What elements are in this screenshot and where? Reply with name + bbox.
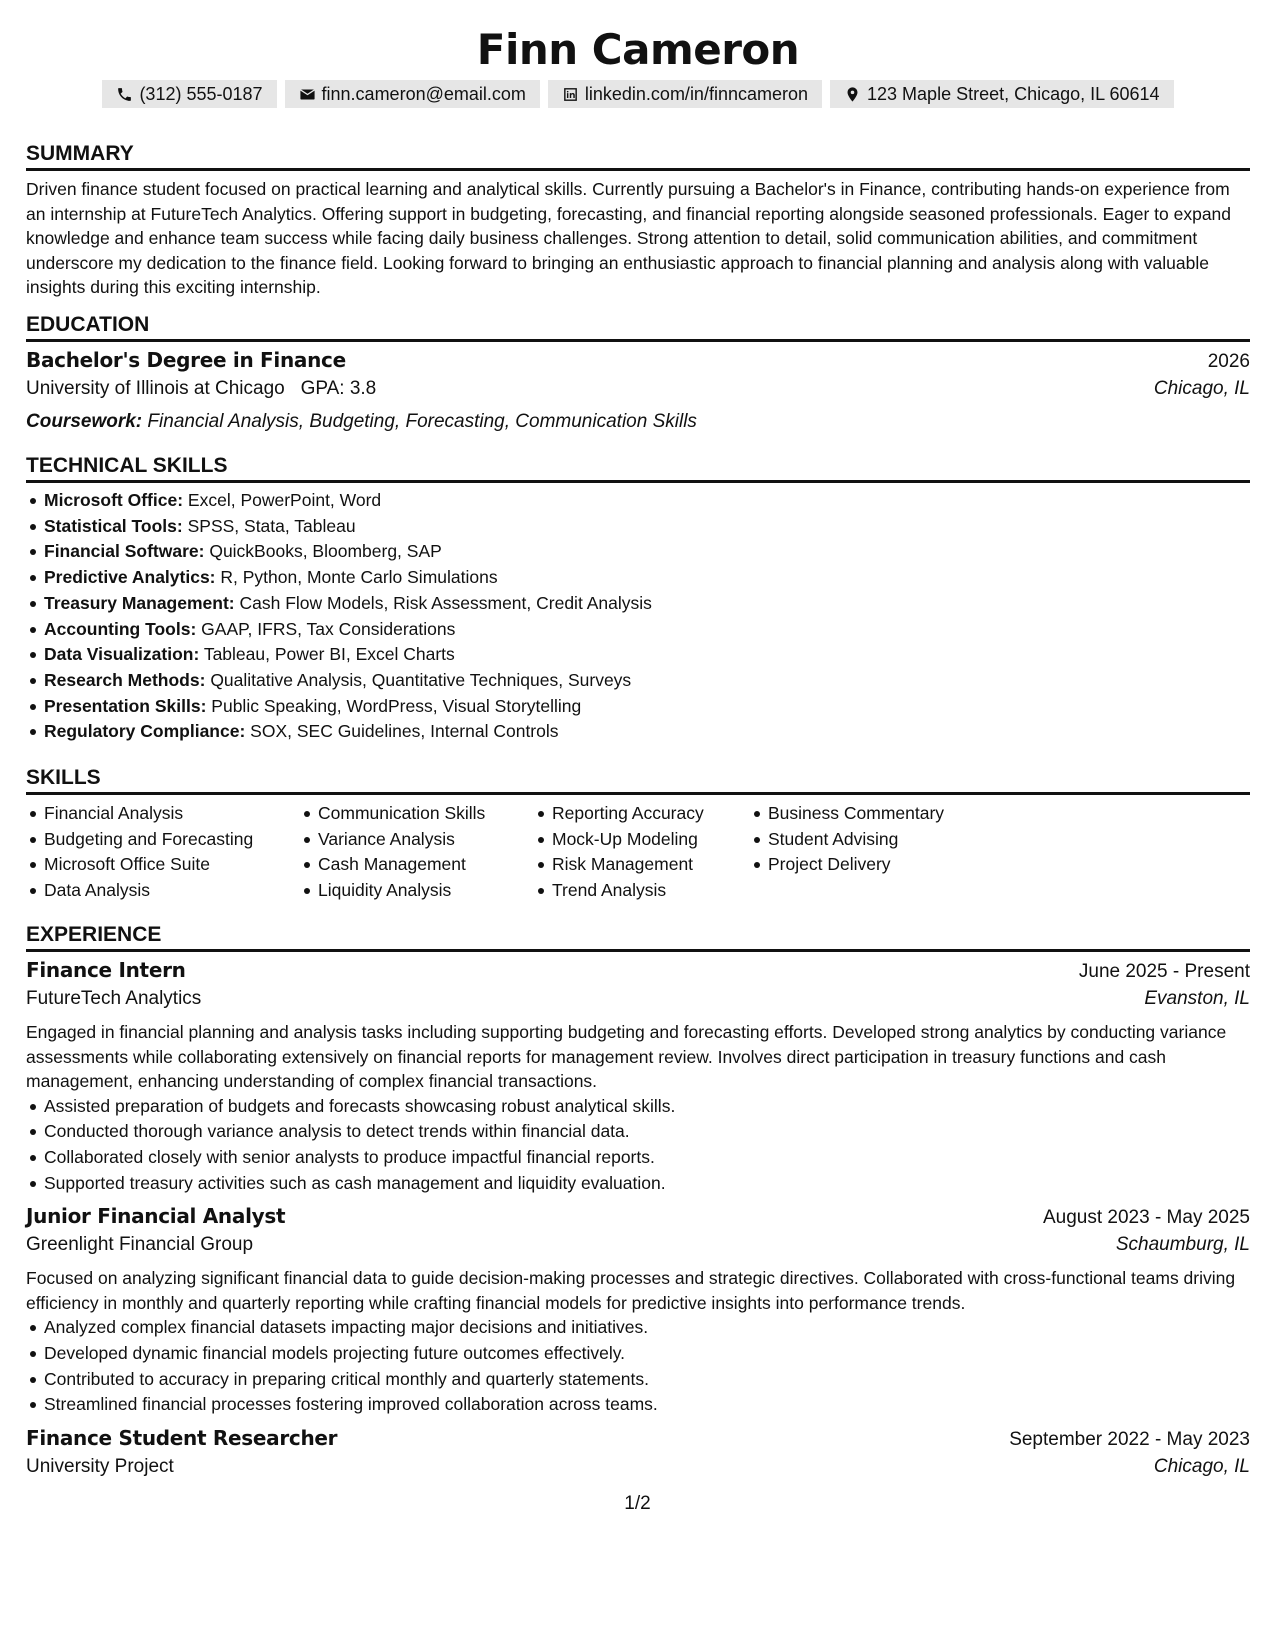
degree-title: Bachelor's Degree in Finance xyxy=(26,348,346,372)
education-heading: EDUCATION xyxy=(26,311,1250,342)
job-bullet: Conducted thorough variance analysis to detect trends within financial data. xyxy=(44,1119,1250,1145)
technical-skill-label: Statistical Tools: xyxy=(44,515,183,536)
summary-text: Driven finance student focused on practical learning and analytical skills. Currently pursuing a Bachelor's in Finance, contributing hands-on experience from an internship at FutureTech Analytics. Offering support in budgeting, forecasting, and financial reporting alongside seasoned professionals. Eager to expand knowledge and enhance team success while facing daily business challenges. Strong attention to detail, solid communication abilities, and commitment underscore my dedication to the finance field. Looking forward to bringing an enthusiastic approach to financial planning and analysis along with valuable insights during this exciting internship. xyxy=(26,179,1232,297)
job-dates: September 2022 - May 2023 xyxy=(1009,1429,1250,1451)
technical-skill-item xyxy=(44,539,1250,565)
technical-skill-item xyxy=(44,642,1250,668)
job-bullet: Assisted preparation of budgets and forecasts showcasing robust analytical skills. xyxy=(44,1094,1250,1120)
skill-item: Financial Analysis xyxy=(44,801,300,827)
technical-skill-item xyxy=(44,668,1250,694)
skill-item: Student Advising xyxy=(768,827,988,853)
education-section xyxy=(26,311,1250,437)
skill-item: Trend Analysis xyxy=(552,878,750,904)
technical-skill-label: Accounting Tools: xyxy=(44,618,197,639)
job-title-row xyxy=(26,958,1250,988)
school-name: University of Illinois at Chicago xyxy=(26,378,285,399)
phone-chip[interactable] xyxy=(102,80,276,108)
skill-item: Variance Analysis xyxy=(318,827,534,853)
skill-item: Microsoft Office Suite xyxy=(44,852,300,878)
job-bullet: Contributed to accuracy in preparing critical monthly and quarterly statements. xyxy=(44,1367,1250,1393)
job-entry xyxy=(26,1204,1250,1418)
envelope-icon xyxy=(299,86,316,103)
job-company-row xyxy=(26,988,1250,1018)
technical-skill-value: Public Speaking, WordPress, Visual Storytelling xyxy=(211,695,582,716)
job-description: Focused on analyzing significant financial data to guide decision-making processes and strategic directives. Collaborated with cross-functional teams driving efficiency in monthly and quarterly reporting while crafting financial models for predictive insights into performance trends. xyxy=(26,1268,1236,1313)
technical-skill-value: Cash Flow Models, Risk Assessment, Credit Analysis xyxy=(239,592,652,613)
technical-skill-label: Data Visualization: xyxy=(44,644,200,665)
technical-skill-value: QuickBooks, Bloomberg, SAP xyxy=(209,541,442,562)
page-number: 1/2 xyxy=(624,1493,651,1514)
skill-item: Project Delivery xyxy=(768,852,988,878)
job-title-row xyxy=(26,1204,1250,1234)
skill-item: Reporting Accuracy xyxy=(552,801,750,827)
job-title: Finance Intern xyxy=(26,958,186,982)
job-company: University Project xyxy=(26,1456,174,1478)
skill-item: Mock-Up Modeling xyxy=(552,827,750,853)
coursework-list: Financial Analysis, Budgeting, Forecasting, Communication Skills xyxy=(147,411,697,432)
technical-skill-value: Excel, PowerPoint, Word xyxy=(187,490,382,510)
technical-skill-value: SPSS, Stata, Tableau xyxy=(187,515,356,536)
job-title: Finance Student Researcher xyxy=(26,1426,338,1451)
technical-skill-label: Financial Software: xyxy=(44,541,205,562)
skill-item: Communication Skills xyxy=(318,801,534,827)
summary-section xyxy=(26,140,1250,300)
skill-item: Risk Management xyxy=(552,852,750,878)
skill-item: Business Commentary xyxy=(768,801,988,827)
job-dates: August 2023 - May 2025 xyxy=(1042,1207,1250,1229)
job-description: Engaged in financial planning and analysis tasks including supporting budgeting and forecasting efforts. Developed strong analytics by conducting variance assessments while collaborating extensively on financial reports for management review. Involves direct participation in treasury functions and cash management, enhancing understanding of complex financial transactions. xyxy=(26,1022,1227,1091)
technical-skill-label: Presentation Skills: xyxy=(44,695,207,716)
skills-column xyxy=(750,801,988,904)
job-bullet: Collaborated closely with senior analysts to produce impactful financial reports. xyxy=(44,1145,1250,1171)
technical-skill-value: SOX, SEC Guidelines, Internal Controls xyxy=(250,721,559,742)
job-location: Chicago, IL xyxy=(1153,1456,1250,1478)
linkedin-icon xyxy=(562,86,579,103)
map-pin-icon xyxy=(844,86,861,103)
technical-skill-item xyxy=(44,565,1250,591)
candidate-name: Finn Cameron xyxy=(476,25,800,74)
job-dates: June 2025 - Present xyxy=(1078,961,1250,982)
technical-skill-value: R, Python, Monte Carlo Simulations xyxy=(220,567,498,588)
job-company-row xyxy=(26,1234,1250,1264)
technical-skill-item xyxy=(44,591,1250,617)
job-bullet: Supported treasury activities such as cash management and liquidity evaluation. xyxy=(44,1171,1250,1197)
job-bullets xyxy=(26,1094,1250,1197)
technical-skill-label: Treasury Management: xyxy=(44,592,235,613)
job-company: Greenlight Financial Group xyxy=(26,1234,254,1256)
technical-skills-heading: TECHNICAL SKILLS xyxy=(26,452,1250,483)
coursework-label: Coursework: xyxy=(26,411,143,432)
address-chip[interactable] xyxy=(830,80,1174,108)
technical-skill-item xyxy=(44,617,1250,643)
email-text: finn.cameron@email.com xyxy=(321,83,526,104)
education-degree-row xyxy=(26,348,1250,378)
experience-section xyxy=(26,921,1250,1486)
job-bullet: Developed dynamic financial models projecting future outcomes effectively. xyxy=(44,1341,1250,1367)
address-text: 123 Maple Street, Chicago, IL 60614 xyxy=(867,83,1160,104)
job-bullet: Analyzed complex financial datasets impacting major decisions and initiatives. xyxy=(44,1315,1250,1341)
job-bullets xyxy=(26,1315,1250,1418)
email-chip[interactable] xyxy=(285,80,540,108)
technical-skills-section xyxy=(26,452,1250,745)
job-company-row xyxy=(26,1456,1250,1486)
skills-heading: SKILLS xyxy=(26,764,1250,795)
skills-grid xyxy=(26,801,1250,904)
technical-skills-list xyxy=(26,488,1250,745)
job-title-row xyxy=(26,1426,1250,1456)
technical-skill-label: Predictive Analytics: xyxy=(44,567,216,588)
skills-section xyxy=(26,764,1250,904)
school-line xyxy=(26,378,376,400)
job-title: Junior Financial Analyst xyxy=(26,1204,286,1229)
linkedin-chip[interactable] xyxy=(548,80,822,108)
resume-page xyxy=(26,0,1250,1478)
phone-text: (312) 555-0187 xyxy=(139,83,263,104)
contact-bar xyxy=(26,80,1250,108)
technical-skill-label: Microsoft Office: xyxy=(44,490,184,510)
education-school-row xyxy=(26,378,1250,407)
skill-item: Liquidity Analysis xyxy=(318,878,534,904)
skills-column xyxy=(26,801,300,904)
experience-heading: EXPERIENCE xyxy=(26,921,1250,952)
technical-skill-label: Research Methods: xyxy=(44,669,206,690)
job-company: FutureTech Analytics xyxy=(26,988,202,1009)
job-bullet: Streamlined financial processes fostering improved collaboration across teams. xyxy=(44,1392,1250,1418)
gpa: GPA: 3.8 xyxy=(300,378,377,399)
linkedin-text: linkedin.com/in/finncameron xyxy=(584,83,809,104)
phone-icon xyxy=(116,86,133,103)
job-entry xyxy=(26,958,1250,1196)
technical-skill-item xyxy=(44,694,1250,720)
skill-item: Data Analysis xyxy=(44,878,300,904)
coursework-line xyxy=(26,407,1250,437)
job-location: Evanston, IL xyxy=(1144,988,1250,1009)
technical-skill-value: Qualitative Analysis, Quantitative Techniques, Surveys xyxy=(210,669,632,690)
technical-skill-label: Regulatory Compliance: xyxy=(44,721,246,742)
technical-skill-value: Tableau, Power BI, Excel Charts xyxy=(203,644,455,665)
technical-skill-value: GAAP, IFRS, Tax Considerations xyxy=(201,618,456,639)
technical-skill-item xyxy=(44,514,1250,540)
skill-item: Budgeting and Forecasting xyxy=(44,827,300,853)
technical-skill-item xyxy=(44,488,1250,514)
job-location: Schaumburg, IL xyxy=(1115,1234,1250,1256)
summary-heading: SUMMARY xyxy=(26,140,1250,171)
graduation-year: 2026 xyxy=(1207,351,1250,372)
school-location: Chicago, IL xyxy=(1153,378,1250,399)
skills-column xyxy=(534,801,750,904)
skill-item: Cash Management xyxy=(318,852,534,878)
skills-column xyxy=(300,801,534,904)
technical-skill-item xyxy=(44,719,1250,745)
job-entry xyxy=(26,1426,1250,1486)
